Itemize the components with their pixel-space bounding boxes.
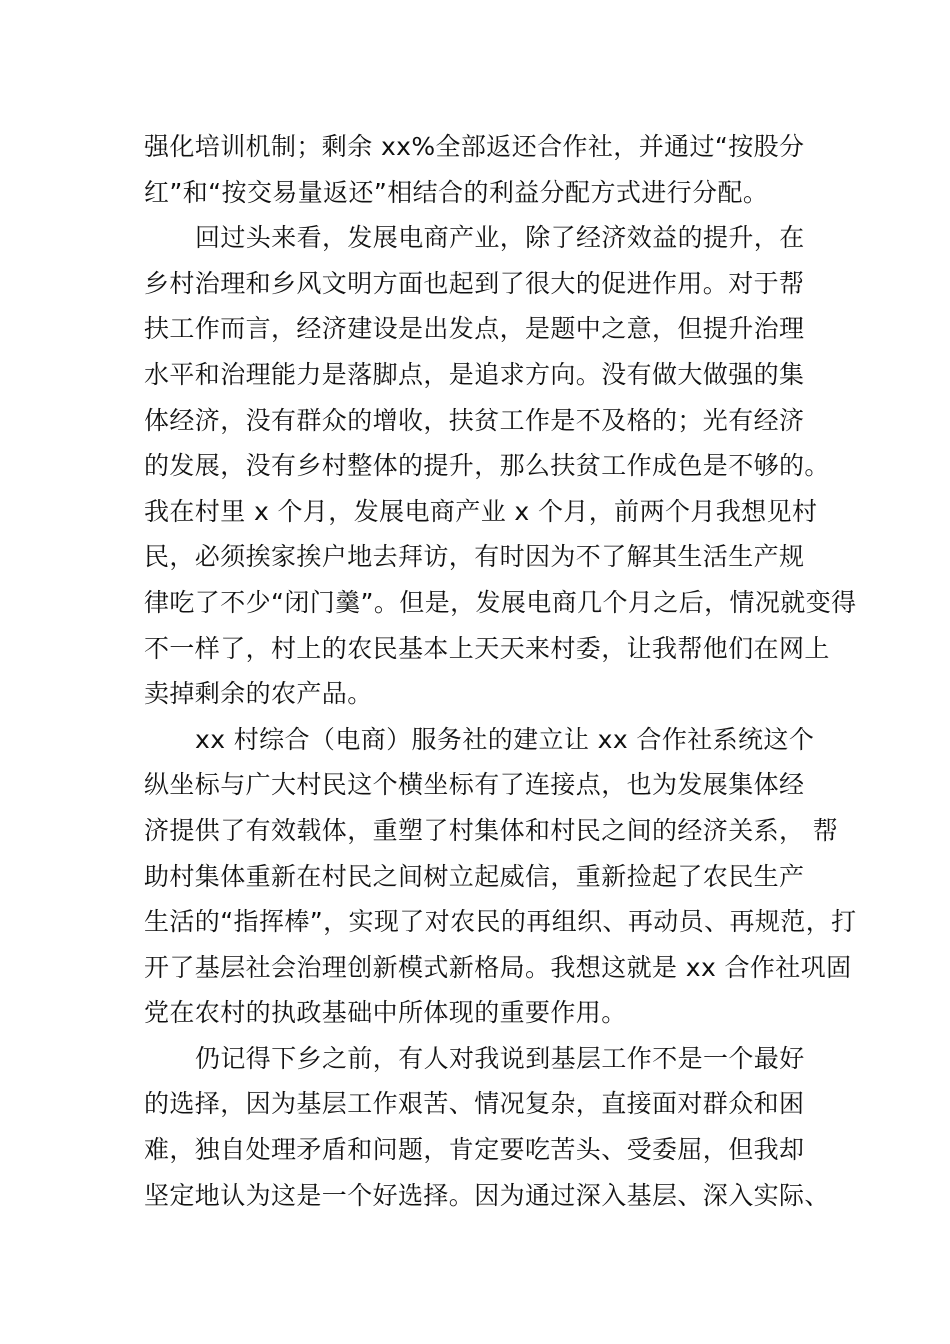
text-line: 体经济，没有群众的增收，扶贫工作是不及格的；光有经济	[144, 405, 805, 435]
text-line: 纵坐标与广大村民这个横坐标有了连接点，也为发展集体经	[144, 770, 805, 800]
paragraph	[144, 717, 857, 1036]
text-line: 乡村治理和乡风文明方面也起到了很大的促进作用。对于帮	[144, 268, 805, 298]
text-line: 仍记得下乡之前，有人对我说到基层工作不是一个最好	[195, 1043, 805, 1073]
text-line: 难，独自处理矛盾和问题，肯定要吃苦头、受委屈，但我却	[144, 1135, 805, 1165]
text-line: 开了基层社会治理创新模式新格局。我想这就是 xx 合作社巩固	[144, 952, 852, 982]
text-line: 的发展，没有乡村整体的提升，那么扶贫工作成色是不够的。	[144, 451, 830, 481]
text-line: 的选择，因为基层工作艰苦、情况复杂，直接面对群众和困	[144, 1089, 805, 1119]
text-line: 红”和“按交易量返还”相结合的利益分配方式进行分配。	[144, 177, 769, 207]
paragraph	[144, 124, 814, 215]
text-line: 党在农村的执政基础中所体现的重要作用。	[144, 998, 627, 1028]
text-line: 水平和治理能力是落脚点，是追求方向。没有做大做强的集	[144, 359, 805, 389]
text-line: 我在村里 x 个月，发展电商产业 x 个月，前两个月我想见村	[144, 496, 818, 526]
text-line: 助村集体重新在村民之间树立起威信，重新捡起了农民生产	[144, 861, 805, 891]
text-line: 济提供了有效载体，重塑了村集体和村民之间的经济关系， 帮	[144, 815, 839, 845]
text-line: 卖掉剩余的农产品。	[144, 679, 373, 709]
paragraph	[144, 1036, 830, 1218]
paragraph	[144, 215, 857, 717]
body-text	[144, 124, 857, 1218]
text-line: 不一样了，村上的农民基本上天天来村委，让我帮他们在网上	[144, 633, 830, 663]
text-line: 生活的“指挥棒”，实现了对农民的再组织、再动员、再规范，打	[144, 907, 857, 937]
text-line: 民，必须挨家挨户地去拜访，有时因为不了解其生活生产规	[144, 542, 805, 572]
text-line: 扶工作而言，经济建设是出发点，是题中之意，但提升治理	[144, 314, 805, 344]
text-line: 坚定地认为这是一个好选择。因为通过深入基层、深入实际、	[144, 1180, 830, 1210]
text-line: xx 村综合（电商）服务社的建立让 xx 合作社系统这个	[195, 724, 815, 754]
text-line: 回过头来看，发展电商产业，除了经济效益的提升，在	[195, 223, 805, 253]
text-line: 律吃了不少“闭门羹”。但是，发展电商几个月之后，情况就变得	[144, 587, 857, 617]
text-line: 强化培训机制；剩余 xx%全部返还合作社，并通过“按股分	[144, 132, 805, 161]
